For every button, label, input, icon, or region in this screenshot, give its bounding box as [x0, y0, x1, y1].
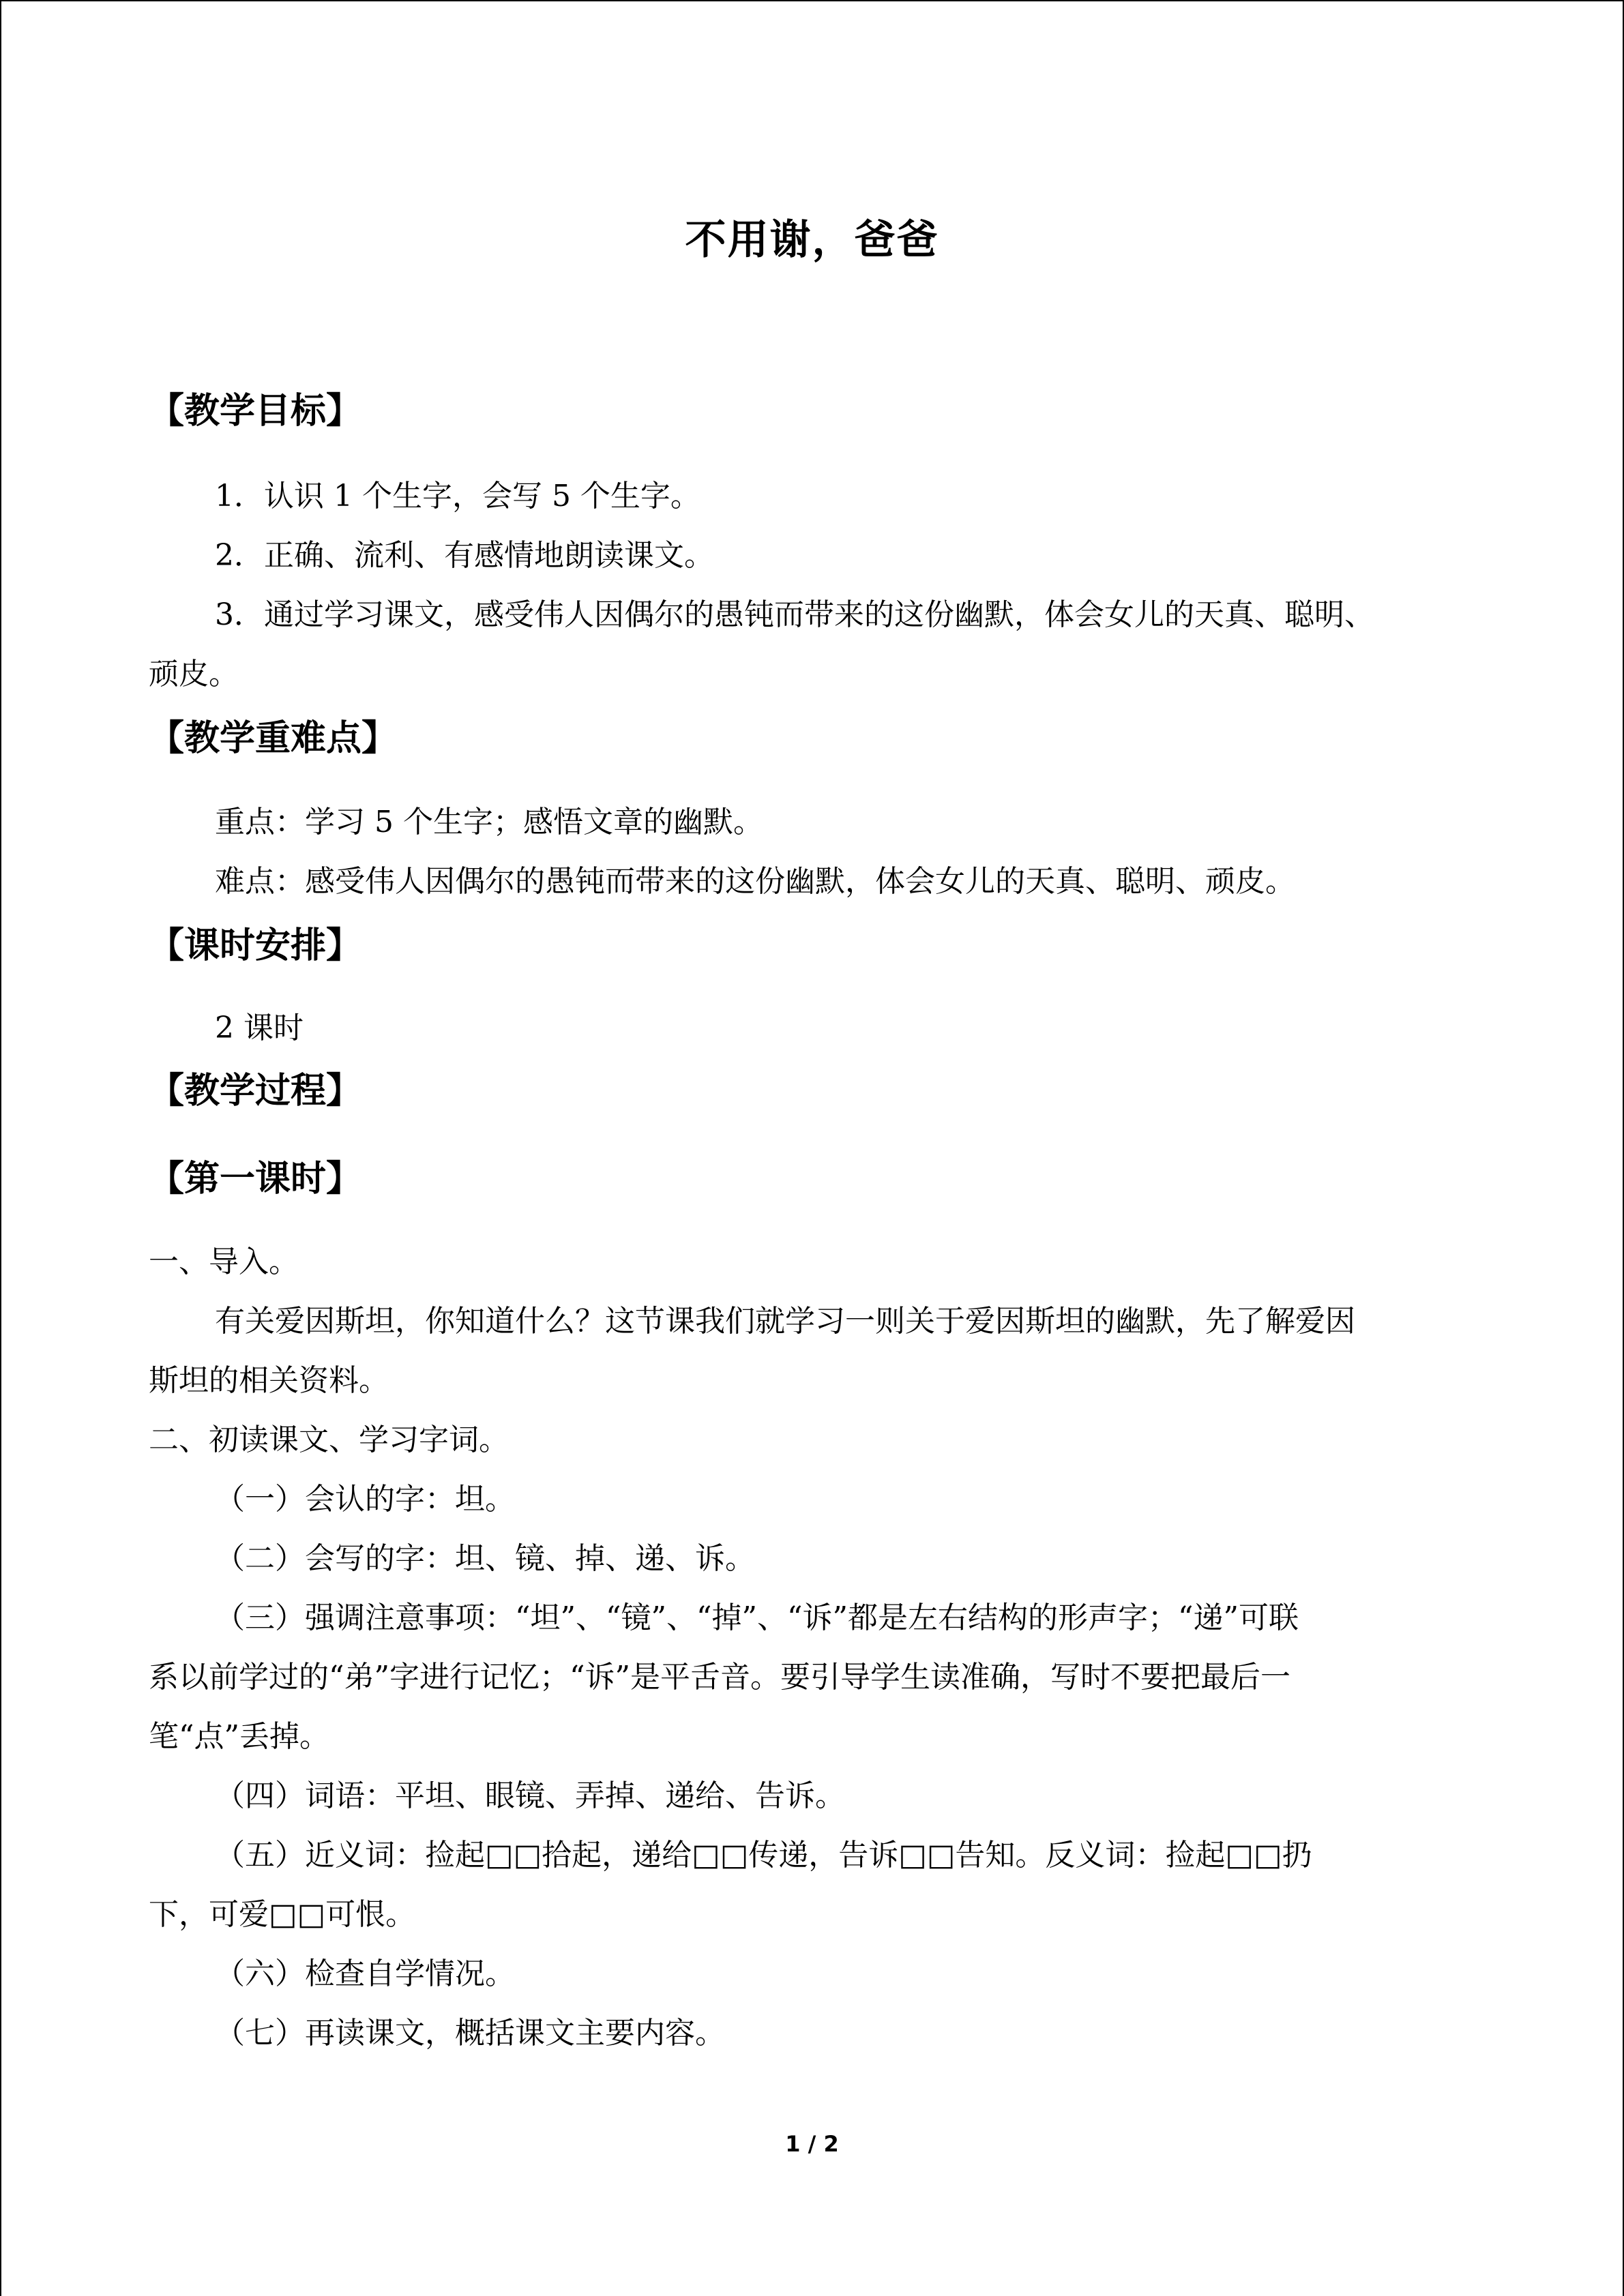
lesson-line: （一）会认的字：坦。: [215, 1482, 515, 1517]
difficulty-item: 难点：感受伟人因偶尔的愚钝而带来的这份幽默，体会女儿的天真、聪明、顽皮。: [215, 864, 1295, 899]
lesson-line: 笔“点”丢掉。: [149, 1719, 329, 1754]
lesson-line: 斯坦的相关资料。: [149, 1363, 389, 1398]
lesson-line: （三）强调注意事项：“坦”、“镜”、“掉”、“诉”都是左右结构的形声字；“递”可联: [215, 1600, 1299, 1635]
heading-objectives: 【教学目标】: [149, 391, 362, 432]
heading-process: 【教学过程】: [149, 1071, 362, 1112]
lesson-line: （五）近义词：捡起□□拾起，递给□□传递，告诉□□告知。反义词：捡起□□扔: [215, 1838, 1312, 1873]
lesson-line: 系以前学过的“弟”字进行记忆；“诉”是平舌音。要引导学生读准确，写时不要把最后一: [149, 1660, 1290, 1695]
document-title: 不用谢，爸爸: [685, 216, 939, 264]
lesson-line: 一、导入。: [149, 1244, 299, 1279]
lesson-line: 有关爱因斯坦，你知道什么？这节课我们就学习一则关于爱因斯坦的幽默，先了解爱因: [215, 1304, 1355, 1339]
lesson-line: 二、初读课文、学习字词。: [149, 1422, 509, 1457]
page-number: 1 / 2: [785, 2131, 839, 2157]
key-point-item: 重点：学习 5 个生字；感悟文章的幽默。: [215, 805, 763, 839]
heading-key-points: 【教学重难点】: [149, 718, 398, 759]
lesson-line: （七）再读课文，概括课文主要内容。: [215, 2016, 725, 2051]
objective-item: 1．认识 1 个生字，会写 5 个生字。: [215, 479, 700, 513]
lesson-line: （六）检查自学情况。: [215, 1956, 515, 1991]
lesson-line: （四）词语：平坦、眼镜、弄掉、递给、告诉。: [215, 1778, 845, 1813]
objective-item: 2．正确、流利、有感情地朗读课文。: [215, 538, 714, 573]
objective-item: 3．通过学习课文，感受伟人因偶尔的愚钝而带来的这份幽默，体会女儿的天真、聪明、: [215, 597, 1374, 632]
schedule-item: 2 课时: [215, 1011, 304, 1045]
lesson-line: （二）会写的字：坦、镜、掉、递、诉。: [215, 1541, 755, 1576]
heading-schedule: 【课时安排】: [149, 925, 362, 966]
heading-lesson-one: 【第一课时】: [149, 1159, 362, 1199]
lesson-line: 下，可爱□□可恨。: [149, 1897, 416, 1932]
objective-item-continuation: 顽皮。: [149, 657, 239, 691]
